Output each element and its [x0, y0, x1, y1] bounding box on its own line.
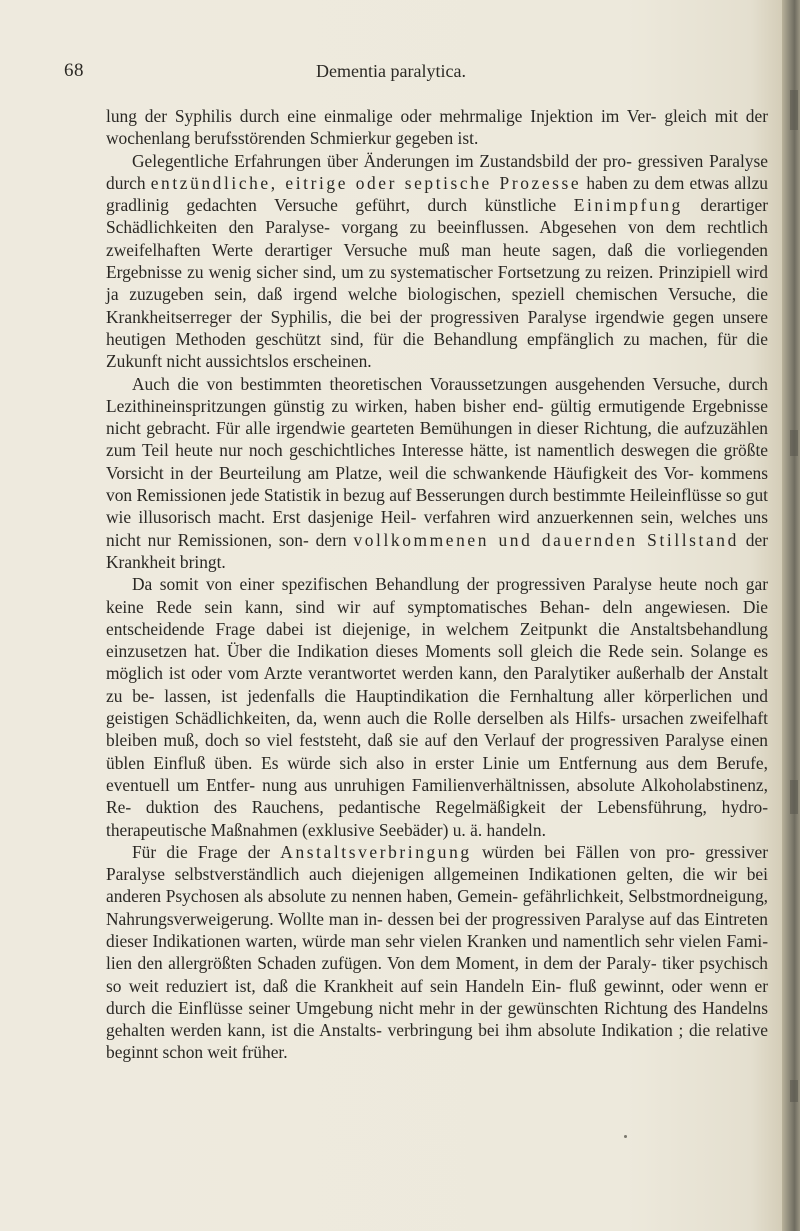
- paragraph-2-seg-5: derartiger Schädlichkeiten den Paralyse- vorgang zu beeinflussen. Abgesehen von dem rechtlich zweifelhaften Werte derartiger Versuche muß man heute sagen, daß die vorliegenden Ergebnisse zu wenig sicher sind, um zu systematischer Fortsetzung zu reizen. Prinzipiell wird ja zuzugeben sein, daß irgend welche biologischen, speziell chemischen Versuche, die Krankheitserreger der Syphilis, die bei der progressiven Paralyse irgendwie gegen unsere heutigen Methoden geschützt sind, für die Behandlung empfänglich zu machen, für die Zukunft nicht aussichtslos erscheinen.: [106, 195, 768, 372]
- body-text: [106, 105, 768, 1064]
- paragraph-3: [106, 373, 768, 574]
- paragraph-1: [106, 105, 768, 150]
- paragraph-4-text: Da somit von einer spezifischen Behandlung der progressiven Paralyse heute noch gar keine Rede sein kann, sind wir auf symptomatisches Behan- deln angewiesen. Die entscheidende Frage dabei ist diejenige, in welchem Zeitpunkt die Anstaltsbehandlung einzusetzen hat. Über die Indikation dieses Moments soll gleich die Rede sein. Solange es möglich ist oder vom Arzte verantwortet werden kann, den Paralytiker außerhalb der Anstalt zu be- lassen, ist jedenfalls die Hauptindikation die Fernhaltung aller körperlichen und geistigen Schädlichkeiten, da, wenn auch die Rolle derselben als Hilfs- ursachen zweifelhaft bleiben muß, doch so viel feststeht, daß sie auf den Verlauf der progressiven Paralyse einen üblen Einfluß üben. Es würde sich also in erster Linie um Entfernung aus dem Berufe, eventuell um Entfer- nung aus unruhigen Familienverhältnissen, absolute Alkoholabstinenz, Re- duktion des Rauchens, pedantische Regelmäßigkeit der Lebensführung, hydro- therapeutische Maßnahmen (exklusive Seebäder) u. ä. handeln.: [106, 574, 768, 840]
- paragraph-3-emphasis: vollkommenen und dauernden Stillstand: [353, 529, 739, 550]
- print-speck: [624, 1135, 627, 1138]
- paragraph-5-emphasis: Anstaltsverbringung: [280, 841, 472, 862]
- paragraph-5-seg-3: würden bei Fällen von pro- gressiver Paralyse selbstverständlich auch diejenigen allgemeinen Indikationen gelten, die wir bei anderen Psychosen als absolute zu nennen haben, Gemein- gefährlichkeit, Selbstmordneigung, Nahrungsverweigerung. Wollte man in- dessen bei der progressiven Paralyse auf das Eintreten dieser Indikationen warten, würde man sehr vielen Kranken und namentlich sehr vielen Fami- lien den allergrößten Schaden zufügen. Von dem Moment, in dem der Paraly- tiker psychisch so weit reduziert ist, daß die Krankheit auf sein Handeln Ein- fluß gewinnt, oder wenn er durch die Einflüsse seiner Umgebung nicht mehr in der gewünschten Richtung des Handelns gehalten werden kann, ist die Anstalts- verbringung bei ihm absolute Indikation ; die relative beginnt schon weit früher.: [106, 841, 768, 1063]
- book-edge: [782, 0, 800, 1231]
- edge-mark: [790, 1080, 798, 1102]
- paragraph-2-emphasis-1: entzündliche, eitrige oder septische Prozesse: [150, 172, 582, 193]
- paragraph-2-seg-3: haben zu dem etwas allzu gradlinig gedachten Versuche geführt, durch künstliche: [106, 172, 768, 216]
- edge-mark: [790, 780, 798, 814]
- paragraph-2-seg-1: Gelegentliche Erfahrungen über Änderungen im Zustandsbild der pro- gressiven Paralyse durch: [106, 150, 768, 193]
- paragraph-3-seg-1: Auch die von bestimmten theoretischen Voraussetzungen ausgehenden Versuche, durch Lezithineinspritzungen günstig zu wirken, haben bisher end- gültig ermutigende Ergebnisse nicht gebracht. Für alle irgendwie gearteten Bemühungen in dieser Richtung, die aufzuzählen zum Teil heute nur noch geschichtliches Interesse hätte, ist namentlich deswegen die größte Vorsicht in der Beurteilung am Platze, weil die schwankende Häufigkeit des Vor- kommens von Remissionen jede Statistik in bezug auf Besserungen durch bestimmte Heileinflüsse so gut wie illusorisch macht. Erst dasjenige Heil- verfahren wird anzuerkennen sein, welches uns nicht nur Remissionen, son- dern: [106, 373, 768, 550]
- paragraph-3-seg-3: der Krankheit bringt.: [106, 529, 768, 572]
- page-number: 68: [64, 60, 84, 81]
- paragraph-2-emphasis-2: Einimpfung: [573, 195, 683, 216]
- paragraph-5: [106, 841, 768, 1064]
- paragraph-4: [106, 573, 768, 841]
- paragraph-2: [106, 150, 768, 373]
- paragraph-1-text: lung der Syphilis durch eine einmalige oder mehrmalige Injektion im Ver- gleich mit der wochenlang berufsstörenden Schmierkur gegeben ist.: [106, 106, 768, 149]
- running-title: Dementia paralytica.: [316, 61, 466, 81]
- edge-mark: [790, 90, 798, 130]
- paragraph-5-seg-1: Für die Frage der: [132, 841, 281, 862]
- edge-mark: [790, 430, 798, 456]
